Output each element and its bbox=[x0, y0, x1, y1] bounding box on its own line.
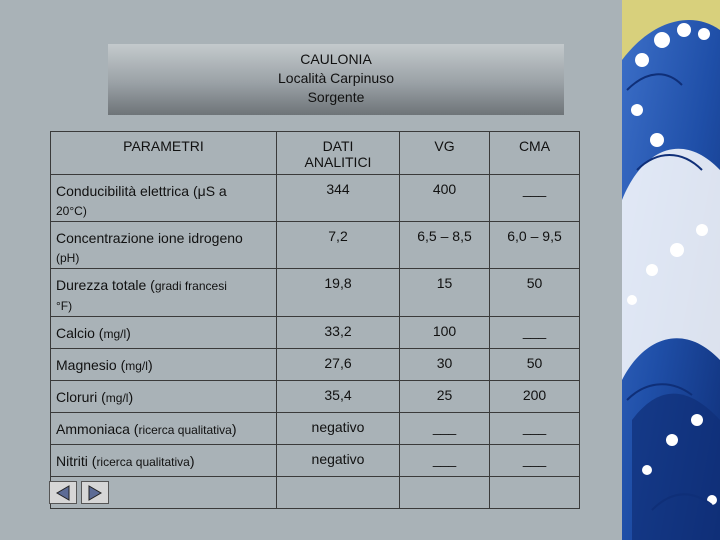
row-dati: 33,2 bbox=[277, 317, 400, 349]
row-dati: 344 bbox=[277, 175, 400, 222]
table-row bbox=[51, 445, 580, 477]
row-dati: 7,2 bbox=[277, 222, 400, 269]
row-vg: ___ bbox=[400, 413, 490, 445]
row-param: Durezza totale (gradi francesi °F) bbox=[51, 269, 277, 317]
row-cma: ___ bbox=[490, 445, 580, 477]
row-vg: 25 bbox=[400, 381, 490, 413]
row-cma: ___ bbox=[490, 317, 580, 349]
row-cma: 6,0 – 9,5 bbox=[490, 222, 580, 269]
row-dati bbox=[277, 477, 400, 509]
row-dati: 27,6 bbox=[277, 349, 400, 381]
header-vg: VG bbox=[400, 132, 490, 175]
next-slide-button[interactable] bbox=[81, 481, 109, 504]
row-cma: 200 bbox=[490, 381, 580, 413]
row-vg: 6,5 – 8,5 bbox=[400, 222, 490, 269]
table-row bbox=[51, 317, 580, 349]
row-cma bbox=[490, 477, 580, 509]
row-vg: ___ bbox=[400, 445, 490, 477]
table-row bbox=[51, 222, 580, 269]
slide-navigation bbox=[49, 481, 109, 504]
row-dati: 35,4 bbox=[277, 381, 400, 413]
row-vg: 15 bbox=[400, 269, 490, 317]
row-param: Nitriti (ricerca qualitativa) bbox=[51, 445, 277, 477]
decorative-wave-panel bbox=[622, 0, 720, 540]
row-dati: 19,8 bbox=[277, 269, 400, 317]
table-row bbox=[51, 381, 580, 413]
header-cma: CMA bbox=[490, 132, 580, 175]
title-line-1: CAULONIA bbox=[300, 51, 372, 67]
table-header-row bbox=[51, 132, 580, 175]
parameters-table bbox=[50, 131, 580, 509]
table-row-empty bbox=[51, 477, 580, 509]
row-param: Calcio (mg/l) bbox=[51, 317, 277, 349]
triangle-left-icon bbox=[54, 485, 72, 501]
header-parametri: PARAMETRI bbox=[51, 132, 277, 175]
table-row bbox=[51, 349, 580, 381]
table-row bbox=[51, 175, 580, 222]
row-param: Ammoniaca (ricerca qualitativa) bbox=[51, 413, 277, 445]
row-vg: 400 bbox=[400, 175, 490, 222]
row-param: Magnesio (mg/l) bbox=[51, 349, 277, 381]
row-cma: ___ bbox=[490, 175, 580, 222]
row-cma: 50 bbox=[490, 349, 580, 381]
row-vg bbox=[400, 477, 490, 509]
header-dati-analitici: DATI ANALITICI bbox=[277, 132, 400, 175]
title-line-2: Località Carpinuso bbox=[278, 70, 394, 86]
wave-illustration bbox=[622, 0, 720, 540]
row-param: Conducibilità elettrica (μS a 20°C) bbox=[51, 175, 277, 222]
title-line-3: Sorgente bbox=[307, 89, 365, 105]
slide-title bbox=[108, 44, 564, 115]
row-vg: 100 bbox=[400, 317, 490, 349]
row-cma: ___ bbox=[490, 413, 580, 445]
row-param: Concentrazione ione idrogeno (pH) bbox=[51, 222, 277, 269]
row-param: Cloruri (mg/l) bbox=[51, 381, 277, 413]
table-row bbox=[51, 413, 580, 445]
row-dati: negativo bbox=[277, 413, 400, 445]
row-dati: negativo bbox=[277, 445, 400, 477]
triangle-right-icon bbox=[86, 485, 104, 501]
previous-slide-button[interactable] bbox=[49, 481, 77, 504]
table-row bbox=[51, 269, 580, 317]
row-vg: 30 bbox=[400, 349, 490, 381]
row-cma: 50 bbox=[490, 269, 580, 317]
